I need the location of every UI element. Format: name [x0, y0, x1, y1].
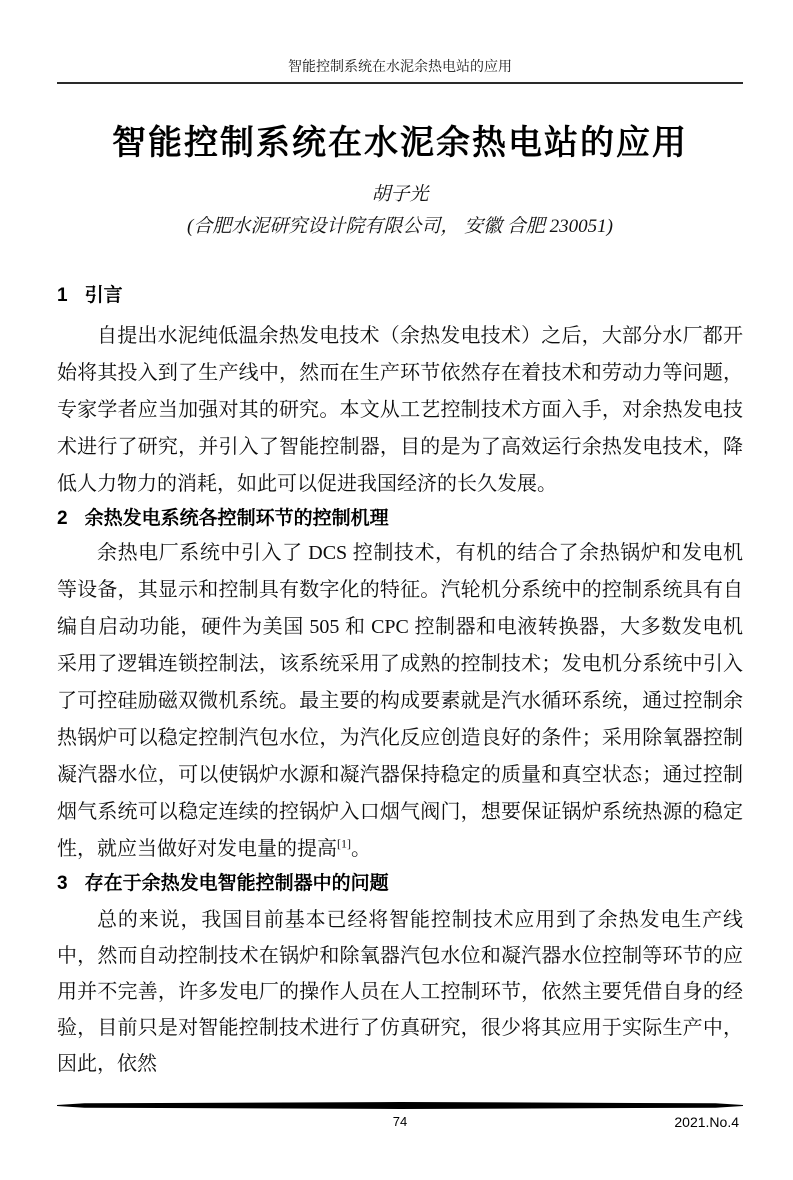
page-number: 74 [392, 1114, 408, 1129]
section-1-heading [57, 282, 743, 310]
author-affiliation: (合肥水泥研究设计院有限公司， 安徽 合肥 230051) [187, 216, 613, 237]
footer-rule [57, 1102, 743, 1109]
section-3-heading [57, 870, 743, 898]
section-2-sentence-end: 。 [351, 838, 371, 860]
section-2-heading [57, 505, 743, 533]
section-1-number: 1 [57, 285, 68, 306]
section-3-paragraph: 总的来说，我国目前基本已经将智能控制技术应用到了余热发电生产线中，然而自动控制技术在锅炉和除氧器汽包水位和凝汽器水位控制等环节的应用并不完善，许多发电厂的操作人员在人工控制环节，依然主要凭借自身的经验，目前只是对智能控制技术进行了仿真研究，很少将其应用于实际生产中，因此，依然 [57, 909, 743, 1075]
page-footer [57, 1102, 743, 1132]
document-page [0, 58, 793, 1180]
author-name: 胡子光 [371, 184, 429, 205]
section-2-number: 2 [57, 508, 68, 529]
citation-ref-1: [1] [337, 836, 351, 851]
section-1-paragraph: 自提出水泥纯低温余热发电技术（余热发电技术）之后，大部分水厂都开始将其投入到了生产线中，然而在生产环节依然存在着技术和劳动力等问题，专家学者应当加强对其的研究。本文从工艺控制技术方面入手，对余热发电技术进行了研究，并引入了智能控制器，目的是为了高效运行余热发电技术，降低人力物力的消耗，如此可以促进我国经济的长久发展。 [57, 325, 743, 495]
section-2-paragraph [57, 535, 743, 868]
header-rule [57, 82, 743, 84]
section-3-title: 存在于余热发电智能控制器中的问题 [84, 873, 389, 894]
section-problems [57, 870, 743, 1082]
running-head: 智能控制系统在水泥余热电站的应用 [288, 60, 512, 75]
section-2-title: 余热发电系统各控制环节的控制机理 [84, 508, 389, 529]
section-1-title: 引言 [84, 285, 123, 306]
section-control-mechanism [57, 505, 743, 868]
section-2-paragraph-text: 余热电厂系统中引入了 DCS 控制技术，有机的结合了余热锅炉和发电机等设备，其显示和控制具有数字化的特征。汽轮机分系统中的控制系统具有自编自启动功能，硬件为美国 505 和 CPC 控制器和电液转换器，大多数发电机采用了逻辑连锁控制法，该系统采用了成熟的控制技术；发电机分系统中引入了可控硅励磁双微机系统。最主要的构成要素就是汽水循环系统，通过控制余热锅炉可以稳定控制汽包水位，为汽化反应创造良好的条件；采用除氧器控制凝汽器水位，可以使锅炉水源和凝汽器保持稳定的质量和真空状态；通过控制烟气系统可以稳定连续的控锅炉入口烟气阀门，想要保证锅炉系统热源的稳定性，就应当做好对发电量的提高 [57, 542, 743, 860]
section-3-number: 3 [57, 873, 68, 894]
article-title: 智能控制系统在水泥余热电站的应用 [112, 124, 688, 162]
section-introduction [57, 282, 743, 503]
footer-row [57, 1112, 743, 1132]
issue-label: 2021.No.4 [674, 1114, 739, 1130]
